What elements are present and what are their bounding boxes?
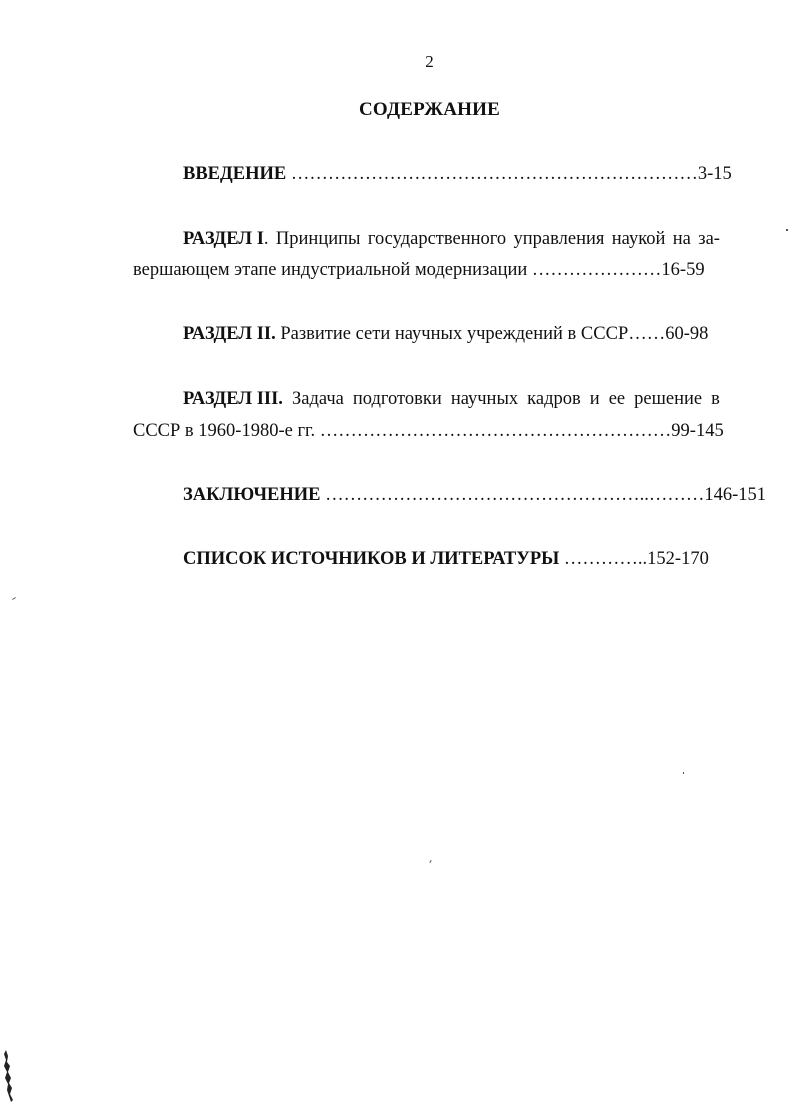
toc-leader-dots: ……………………………………………..……… <box>320 485 705 505</box>
toc-entry-section-3-continued <box>133 419 724 443</box>
toc-word: управления <box>513 229 605 249</box>
toc-word: научных <box>450 389 519 409</box>
toc-line-start <box>183 227 269 251</box>
toc-text: СССР в 1960-1980-е гг. <box>133 421 320 441</box>
toc-page-range: 16-59 <box>661 260 705 280</box>
toc-leader-dots: ………………………………………………… <box>319 421 672 441</box>
scan-speck <box>12 597 16 600</box>
scan-speck <box>786 229 788 231</box>
toc-word: Задача <box>291 389 344 409</box>
toc-word: Принципы <box>275 229 361 249</box>
scan-speck <box>683 772 684 774</box>
toc-text: Развитие сети научных учреждений в СССР <box>275 324 629 344</box>
toc-word: ее <box>608 389 626 409</box>
toc-word: решение <box>634 389 703 409</box>
toc-leader-dots: ………………… <box>531 260 662 280</box>
toc-heading: РАЗДЕЛ III. <box>183 389 283 409</box>
toc-word: за- <box>698 229 720 249</box>
toc-page-range: 60-98 <box>665 324 709 344</box>
toc-word: и <box>589 389 600 409</box>
page-number: 2 <box>425 52 434 71</box>
toc-page-range: 146-151 <box>704 485 767 505</box>
toc-word: подготовки <box>352 389 442 409</box>
toc-heading: РАЗДЕЛ I <box>183 229 264 249</box>
toc-word: . <box>263 229 269 249</box>
toc-entry-bibliography <box>133 547 770 571</box>
toc-word: в <box>711 389 720 409</box>
scan-speck <box>429 860 431 863</box>
toc-entry-section-1-continued <box>133 258 720 282</box>
scan-edge-noise <box>4 1050 14 1102</box>
toc-word: государственного <box>367 229 507 249</box>
toc-entry-conclusion <box>133 483 770 507</box>
toc-word: на <box>672 229 691 249</box>
page-title: СОДЕРЖАНИЕ <box>359 99 500 120</box>
toc-word: кадров <box>527 389 581 409</box>
toc-entry-introduction <box>133 162 770 186</box>
toc-page-range: 99-145 <box>671 421 724 441</box>
toc-heading: СПИСОК ИСТОЧНИКОВ И ЛИТЕРАТУРЫ <box>183 549 560 569</box>
toc-entry-section-2 <box>133 322 770 346</box>
toc-entry-section-1 <box>133 227 720 251</box>
toc-leader-dots: …… <box>628 324 666 344</box>
toc-leader-dots: ………….. <box>559 549 648 569</box>
toc-heading: ЗАКЛЮЧЕНИЕ <box>183 485 321 505</box>
toc-page-range: 152-170 <box>647 549 709 569</box>
toc-text: вершающем этапе индустриальной модернизации <box>133 260 532 280</box>
toc-word: наукой <box>611 229 666 249</box>
toc-leader-dots: ………………………………………………………… <box>286 164 698 184</box>
toc-heading: РАЗДЕЛ II. <box>183 324 276 344</box>
toc-page-range: 3-15 <box>697 164 732 184</box>
toc-entry-section-3 <box>133 387 720 411</box>
toc-heading: ВВЕДЕНИЕ <box>183 164 287 184</box>
